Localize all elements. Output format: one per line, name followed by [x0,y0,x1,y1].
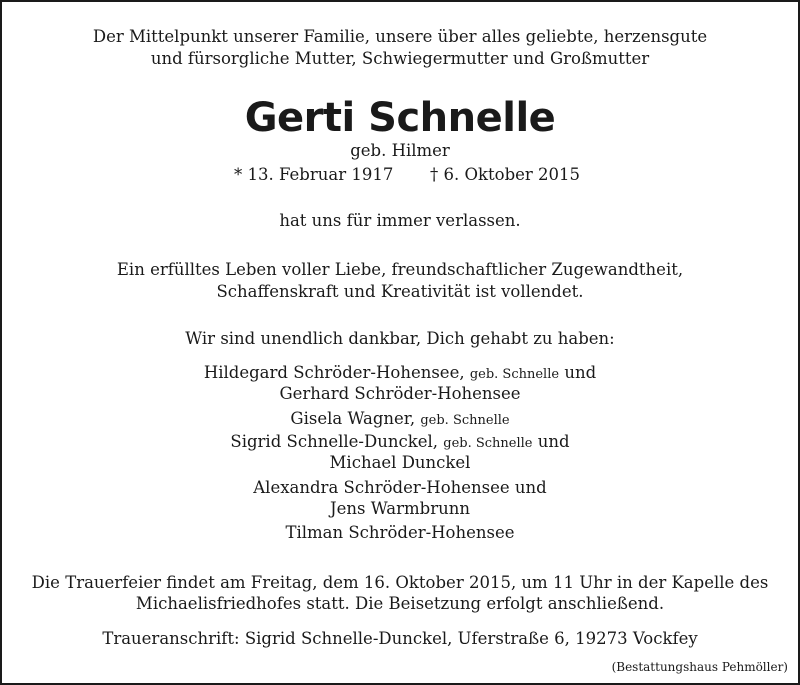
intro-line-2: und fürsorgliche Mutter, Schwiegermutter und Großmutter [150,49,650,68]
thanks-line: Wir sind unendlich dankbar, Dich gehabt zu haben: [185,329,615,348]
maiden-name: geb. Hilmer [350,141,450,160]
mourning-address: Traueranschrift: Sigrid Schnelle-Dunckel, Uferstraße 6, 19273 Vockfey [102,629,698,648]
death-date: † 6. Oktober 2015 [430,165,581,184]
mourner-3-geb: geb. Schnelle [443,436,533,451]
mourner-5: Tilman Schröder-Hohensee [285,523,515,542]
tribute-line-1: Ein erfülltes Leben voller Liebe, freundschaftlicher Zugewandtheit, [116,260,684,279]
mourner-2-name: Gisela Wagner, [290,409,416,428]
mourner-3-and: und [537,432,570,451]
mourner-3-name: Sigrid Schnelle-Dunckel, [230,432,438,451]
funeral-home: (Bestattungshaus Pehmöller) [611,660,788,674]
tribute-line-2: Schaffenskraft und Kreativität ist vollendet. [216,282,584,301]
mourner-4: Alexandra Schröder-Hohensee und [253,478,547,497]
birth-date: * 13. Februar 1917 [234,165,394,184]
mourner-1-and: und [564,363,597,382]
mourner-2 [2,408,798,432]
mourner-4-partner: Jens Warmbrunn [330,499,470,518]
deceased-name: Gerti Schnelle [244,95,556,141]
ceremony-line-1: Die Trauerfeier findet am Freitag, dem 16. Oktober 2015, um 11 Uhr in der Kapelle des [31,573,769,592]
intro-line-1: Der Mittelpunkt unserer Familie, unsere über alles geliebte, herzensgute [92,27,708,46]
mourner-2-geb: geb. Schnelle [420,413,510,428]
mourner-3-partner: Michael Dunckel [329,453,471,472]
ceremony-line-2: Michaelisfriedhofes statt. Die Beisetzung erfolgt anschließend. [135,594,665,613]
mourner-1-name: Hildegard Schröder-Hohensee, [203,363,465,382]
departure-message: hat uns für immer verlassen. [279,211,521,230]
mourner-1-partner: Gerhard Schröder-Hohensee [279,384,521,403]
mourner-1-geb: geb. Schnelle [469,367,560,382]
